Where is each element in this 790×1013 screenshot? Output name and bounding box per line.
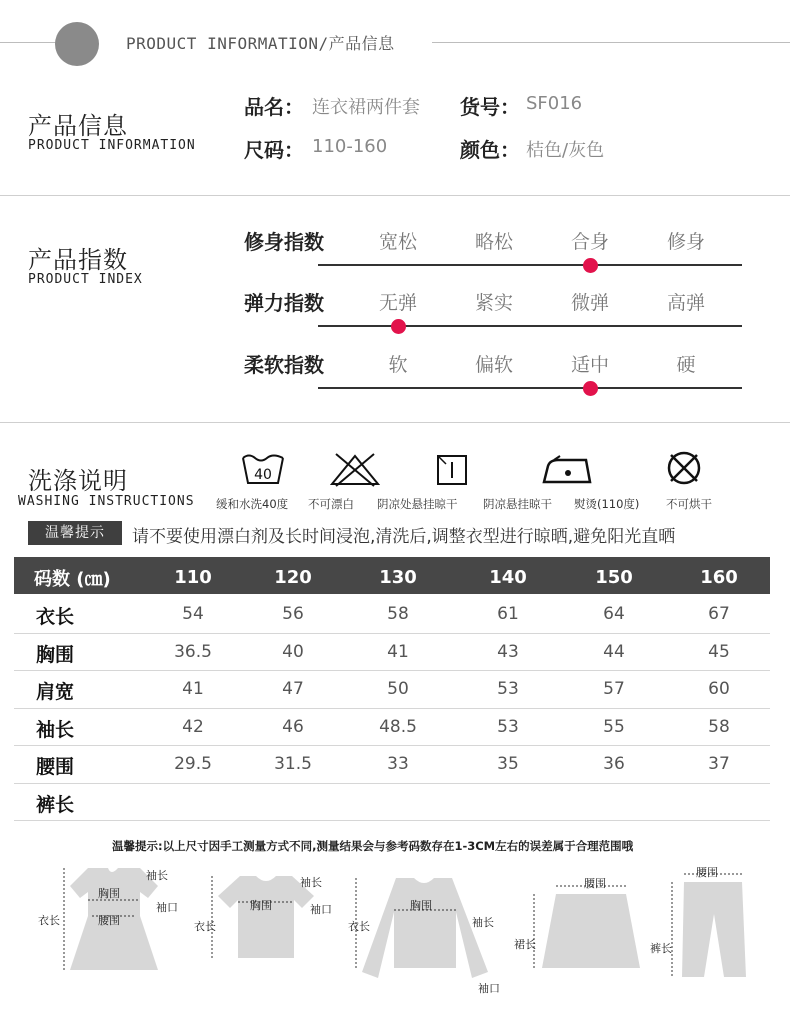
sweater-length-label: 衣长	[348, 920, 370, 933]
index-option-0-3: 修身	[666, 231, 705, 253]
size-header-2: 130	[379, 567, 417, 588]
wash-caption-2: 不可漂白	[308, 497, 354, 511]
washing-title-cn: 洗涤说明	[28, 467, 128, 495]
size-row-label-2: 肩宽	[36, 681, 75, 703]
size-row-divider-1	[14, 670, 770, 671]
color-label: 颜色：	[460, 138, 520, 162]
index-option-1-0: 无弹	[378, 292, 417, 314]
size-cell-3-2: 48.5	[379, 716, 417, 737]
index-option-0-2: 合身	[570, 231, 609, 253]
product-index-title-cn: 产品指数	[28, 246, 128, 274]
size-row-divider-2	[14, 708, 770, 709]
size-cell-4-4: 36	[603, 754, 625, 774]
sweater-cuff-label: 袖口	[478, 982, 500, 995]
index-option-1-2: 微弹	[570, 292, 609, 314]
size-table-header-label: 码数 (㎝)	[34, 569, 111, 590]
size-cell-0-2: 58	[387, 604, 409, 624]
size-header-1: 120	[274, 567, 312, 588]
size-cell-4-1: 31.5	[274, 754, 312, 774]
wash-caption-6: 不可烘干	[666, 497, 712, 511]
header-line-right	[432, 42, 790, 43]
index-track-0	[318, 264, 742, 266]
pants-waist-label: 腰围	[696, 866, 718, 879]
line-dry-shade-icon	[434, 452, 470, 488]
size-row-label-5: 裤长	[36, 793, 75, 816]
size-cell-2-2: 50	[387, 679, 409, 699]
size-cell-4-5: 37	[708, 754, 730, 774]
name-value: 连衣裙两件套	[312, 97, 420, 118]
size-cell-4-0: 29.5	[174, 754, 212, 774]
divider-2	[0, 422, 790, 423]
dress-length-label: 衣长	[38, 914, 60, 927]
index-option-0-1: 略松	[474, 231, 513, 253]
header-line-left	[0, 42, 58, 43]
wash-caption-5: 熨烫(110度)	[574, 497, 640, 511]
size-cell-0-5: 67	[708, 604, 730, 624]
size-row-divider-4	[14, 783, 770, 784]
sku-label: 货号：	[460, 95, 520, 119]
index-option-0-0: 宽松	[378, 231, 417, 253]
iron-icon	[540, 452, 596, 488]
sweater-diagram	[348, 872, 508, 990]
color-value: 桔色/灰色	[526, 140, 605, 161]
divider-1	[0, 195, 790, 196]
index-marker-0	[583, 258, 598, 273]
product-index-title-en: PRODUCT INDEX	[28, 272, 143, 287]
size-row-divider-5	[14, 820, 770, 821]
size-cell-0-1: 56	[282, 604, 304, 624]
size-row-label-3: 袖长	[36, 718, 75, 741]
pants-length-label: 裤长	[650, 942, 672, 955]
washing-title-en: WASHING INSTRUCTIONS	[18, 494, 195, 509]
dress-sleeve-label: 袖长	[146, 869, 168, 882]
size-row-divider-0	[14, 633, 770, 634]
index-label-0: 修身指数	[244, 230, 324, 254]
size-cell-0-0: 54	[182, 604, 204, 624]
size-cell-3-3: 53	[497, 716, 519, 737]
product-info-title-en: PRODUCT INFORMATION	[28, 138, 196, 153]
size-header-0: 110	[174, 567, 212, 588]
index-label-1: 弹力指数	[244, 291, 324, 315]
size-cell-1-5: 45	[708, 641, 730, 662]
index-marker-2	[583, 381, 598, 396]
wash-caption-3: 阴凉处悬挂晾干	[377, 497, 458, 511]
index-marker-1	[391, 319, 406, 334]
header-circle-ornament	[55, 22, 99, 66]
wash-40-icon	[240, 450, 286, 488]
sweater-sleeve-label: 袖长	[472, 916, 494, 929]
index-option-2-1: 偏软	[474, 354, 513, 376]
no-tumble-dry-icon	[664, 448, 704, 488]
size-cell-4-3: 35	[497, 754, 519, 774]
tshirt-chest-label: 胸围	[250, 899, 272, 912]
wash-caption-4: 阴凉悬挂晾干	[483, 497, 552, 511]
name-label: 品名：	[244, 95, 304, 119]
size-cell-2-0: 41	[182, 679, 204, 699]
size-label: 尺码：	[244, 138, 304, 162]
tshirt-cuff-label: 袖口	[310, 903, 332, 916]
size-cell-4-2: 33	[387, 754, 409, 774]
size-header-3: 140	[489, 567, 527, 588]
header-title: PRODUCT INFORMATION/产品信息	[126, 34, 395, 53]
size-cell-2-5: 60	[708, 679, 730, 699]
size-cell-1-2: 41	[387, 641, 409, 662]
product-info-title-cn: 产品信息	[28, 112, 128, 140]
sweater-chest-label: 胸围	[410, 899, 432, 912]
dress-cuff-label: 袖口	[156, 901, 178, 914]
size-cell-3-1: 46	[282, 716, 304, 737]
size-cell-0-3: 61	[497, 604, 519, 624]
index-label-2: 柔软指数	[244, 353, 324, 377]
index-option-1-3: 高弹	[666, 292, 705, 314]
size-cell-2-4: 57	[603, 679, 625, 699]
size-row-label-4: 腰围	[36, 756, 75, 778]
measure-note: 温馨提示:以上尺寸因手工测量方式不同,测量结果会与参考码数存在1-3CM左右的误差属于合理范围哦	[112, 839, 634, 853]
tshirt-sleeve-label: 袖长	[300, 876, 322, 889]
size-cell-2-1: 47	[282, 679, 304, 699]
pants-diagram	[662, 862, 762, 987]
wash-caption-1: 缓和水洗40度	[216, 497, 289, 511]
dress-chest-label: 胸围	[98, 887, 120, 900]
skirt-waist-label: 腰围	[584, 877, 606, 890]
size-cell-1-1: 40	[282, 641, 304, 662]
tshirt-length-label: 衣长	[194, 920, 216, 933]
size-header-5: 160	[700, 567, 738, 588]
size-cell-1-4: 44	[603, 641, 625, 662]
index-track-2	[318, 387, 742, 389]
size-value: 110-160	[312, 136, 388, 157]
size-header-4: 150	[595, 567, 633, 588]
tip-badge: 温馨提示	[28, 521, 122, 545]
size-cell-3-4: 55	[603, 716, 625, 737]
index-option-2-0: 软	[388, 354, 408, 376]
size-cell-1-0: 36.5	[174, 641, 212, 662]
dress-waist-label: 腰围	[98, 914, 120, 927]
index-track-1	[318, 325, 742, 327]
size-cell-3-5: 58	[708, 716, 730, 737]
size-row-divider-3	[14, 745, 770, 746]
size-cell-0-4: 64	[603, 604, 625, 624]
size-row-label-1: 胸围	[36, 643, 75, 666]
no-bleach-icon	[328, 450, 382, 488]
wash-temp-text: 40	[254, 467, 272, 483]
tip-text: 请不要使用漂白剂及长时间浸泡,清洗后,调整衣型进行晾晒,避免阳光直晒	[132, 527, 676, 547]
index-option-2-2: 适中	[570, 354, 609, 376]
index-option-1-1: 紧实	[474, 292, 513, 314]
sku-value: SF016	[526, 93, 583, 114]
size-cell-1-3: 43	[497, 641, 519, 662]
index-option-2-3: 硬	[676, 354, 696, 376]
size-row-label-0: 衣长	[36, 606, 75, 628]
size-cell-2-3: 53	[497, 679, 519, 699]
skirt-length-label: 裙长	[514, 938, 536, 951]
size-cell-3-0: 42	[182, 716, 204, 737]
